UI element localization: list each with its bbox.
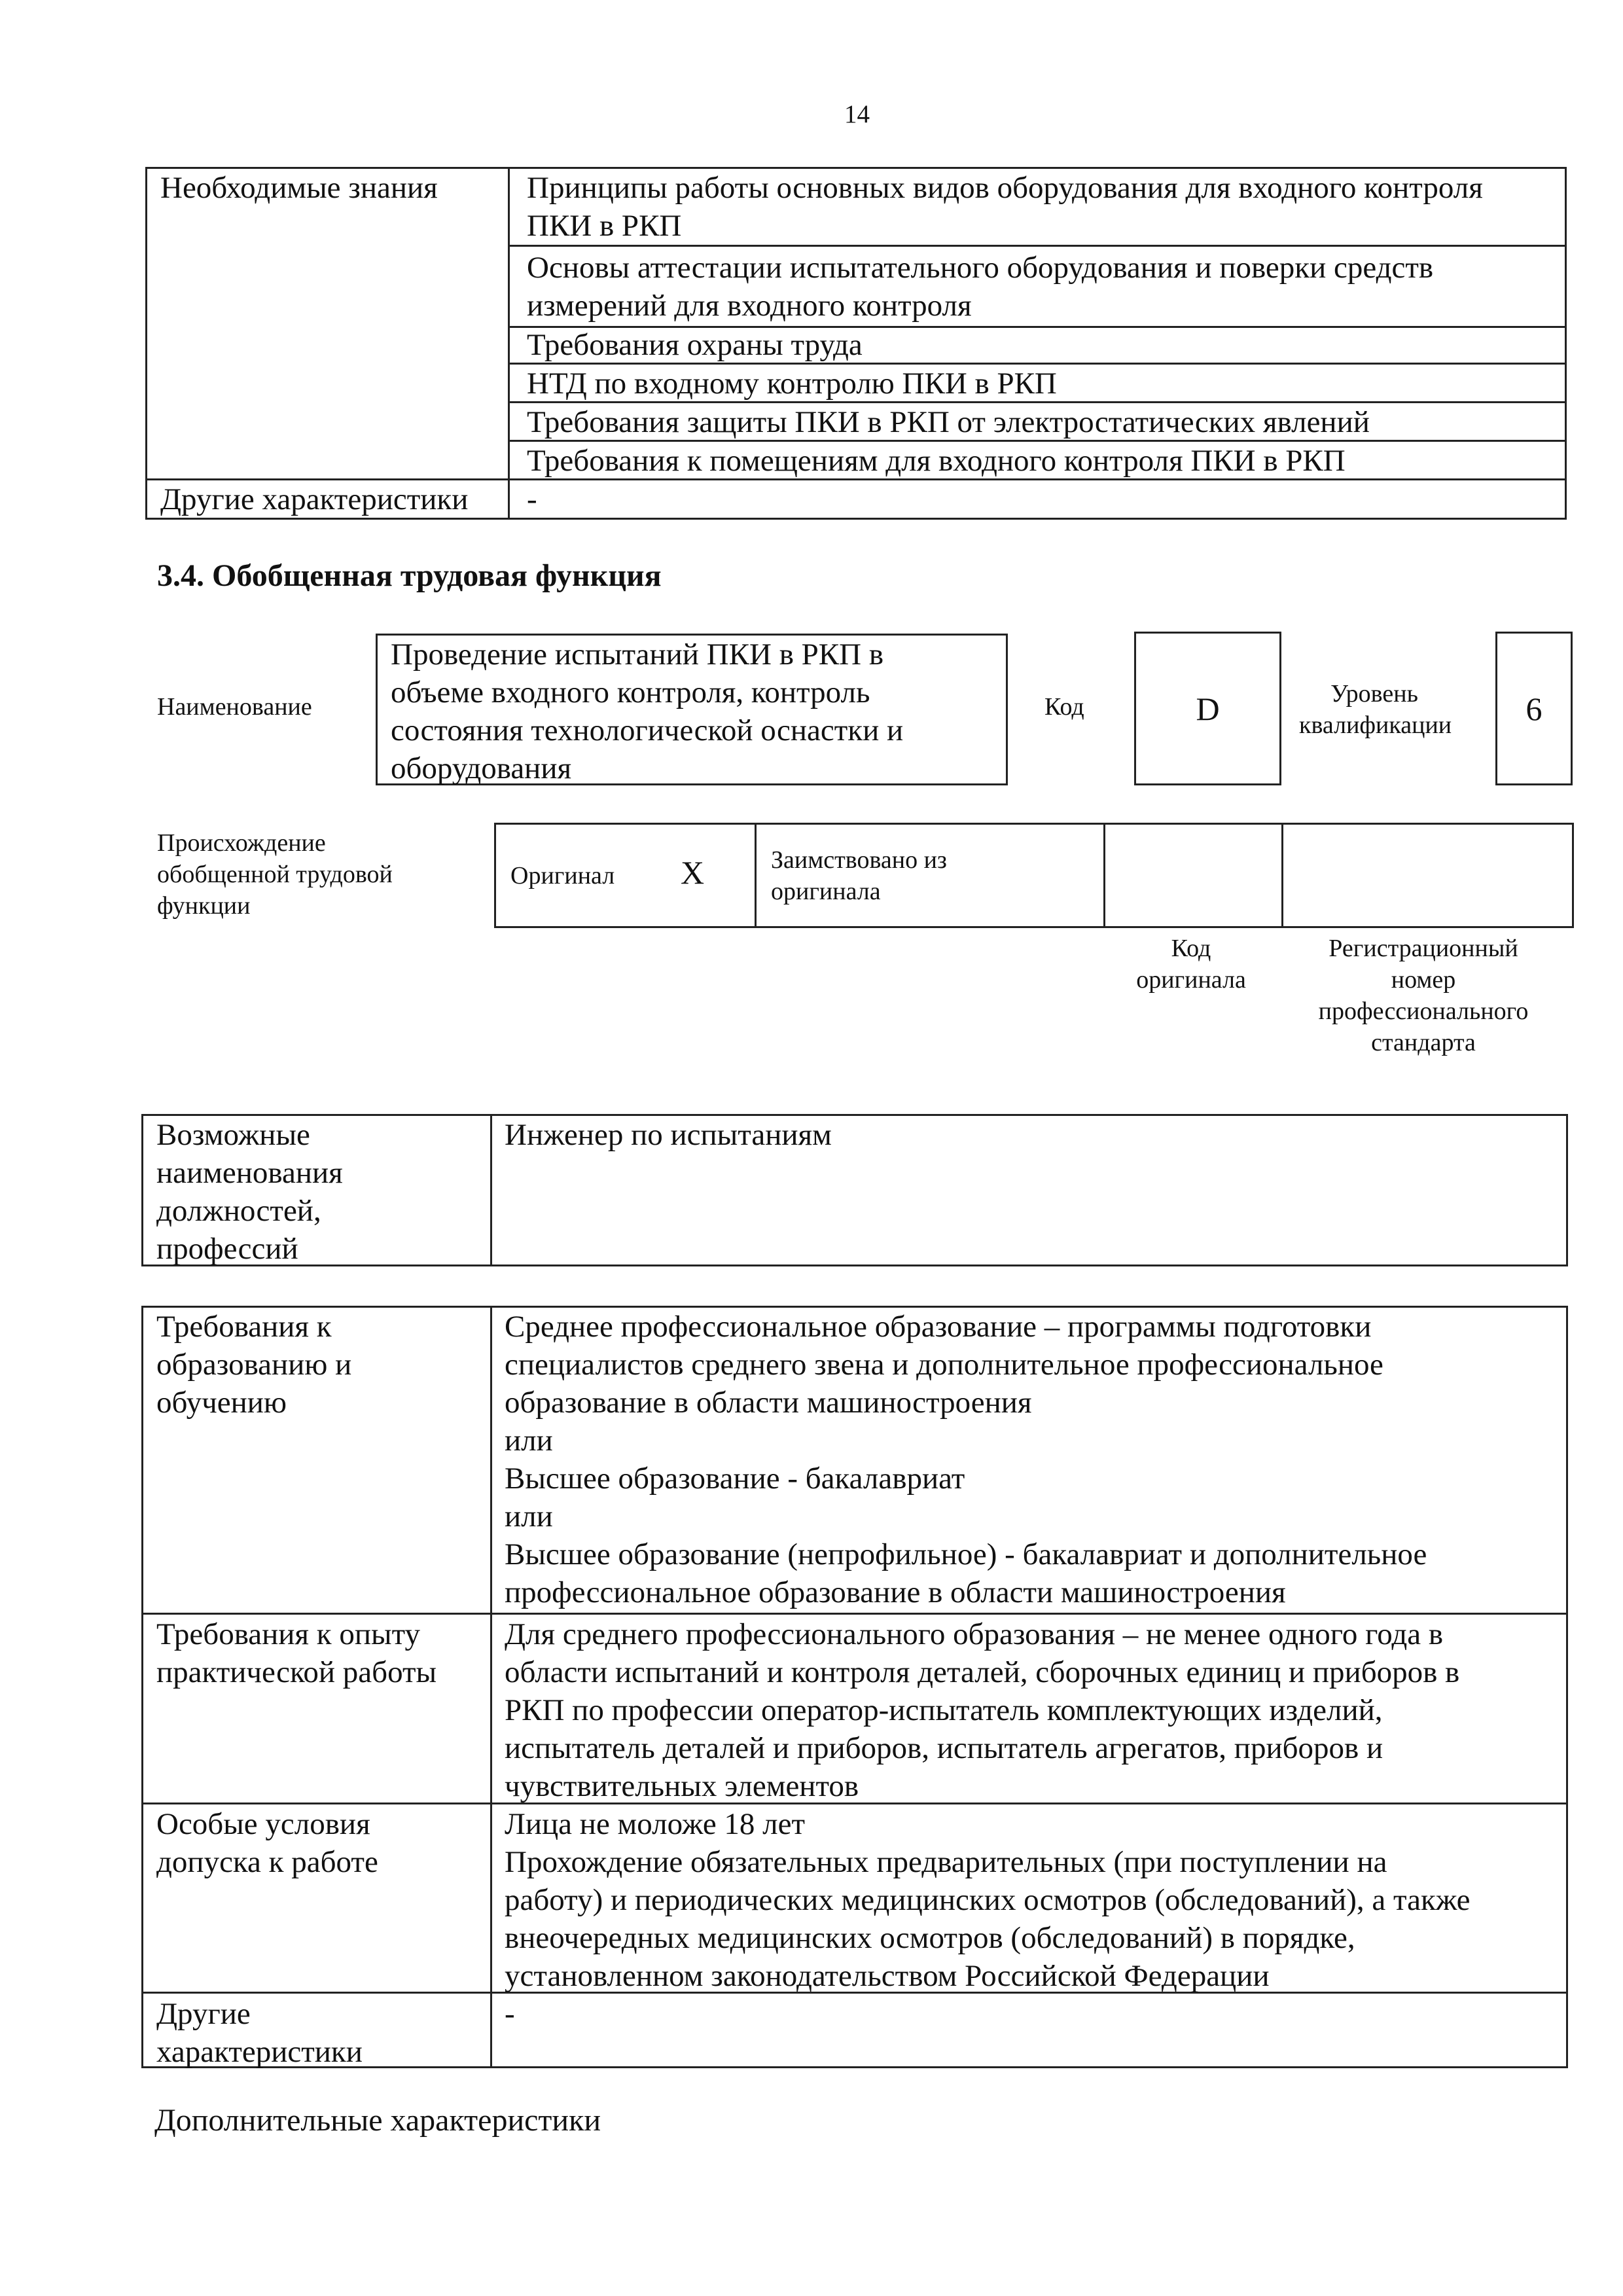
section-heading: 3.4. Обобщенная трудовая функция bbox=[157, 558, 662, 593]
experience-label: Требования к опыту практической работы bbox=[156, 1617, 437, 1689]
code-value: D bbox=[1196, 690, 1220, 727]
other-value: - bbox=[527, 482, 537, 516]
knowledge-item: Требования к помещениям для входного контроля ПКИ в РКП bbox=[527, 444, 1346, 478]
experience-value: Для среднего профессионального образования – не менее одного года в области испытаний и контроля деталей, сборочных единиц и приборов в РКП по профессии оператор-испытатель комплектующих изделий, испытатель деталей и приборов, испытатель агрегатов, приборов и чувствительных элементов bbox=[505, 1617, 1460, 1803]
admission-label: Особые условия допуска к работе bbox=[156, 1807, 378, 1879]
original-code-caption: Код оригинала bbox=[1136, 935, 1246, 994]
level-value: 6 bbox=[1525, 690, 1543, 727]
admission-value: Лица не моложе 18 лет Прохождение обязательных предварительных (при поступлении на работу) и периодических медицинских осмотров (обследований), а также внеочередных медицинских осмотров (обследований) в порядке, установленном законодательством Российской Федерации bbox=[505, 1807, 1471, 1993]
education-value: Среднее профессиональное образование – программы подготовки специалистов среднего звена и дополнительное профессиональное образование в области машиностроения или Высшее образование - бакалавриат или Высшее образование (непрофильное) - бакалавриат и дополнительное профессиональное образование в области машиностроения bbox=[505, 1310, 1427, 1609]
positions-value: Инженер по испытаниям bbox=[505, 1118, 832, 1152]
requirements-table bbox=[141, 1306, 1568, 2068]
original-mark: X bbox=[681, 854, 705, 891]
original-label: Оригинал bbox=[510, 862, 615, 889]
knowledge-table bbox=[145, 167, 1567, 520]
page-number: 14 bbox=[844, 100, 870, 128]
other-characteristics-label: Другие характеристики bbox=[156, 1997, 363, 2069]
level-value-box bbox=[1495, 632, 1573, 785]
origin-table bbox=[494, 823, 1574, 928]
knowledge-item: НТД по входному контролю ПКИ в РКП bbox=[527, 367, 1057, 401]
code-label: Код bbox=[1044, 693, 1084, 721]
borrowed-label: Заимствовано из оригинала bbox=[771, 846, 947, 905]
knowledge-item: Основы аттестации испытательного оборудования и поверки средств измерений для входного контроля bbox=[527, 251, 1434, 323]
registration-caption: Регистрационный номер профессионального стандарта bbox=[1318, 935, 1529, 1056]
level-label: Уровень квалификации bbox=[1299, 680, 1452, 739]
additional-characteristics-heading: Дополнительные характеристики bbox=[154, 2103, 601, 2138]
positions-table bbox=[141, 1114, 1568, 1266]
positions-label: Возможные наименования должностей, профессий bbox=[156, 1118, 343, 1266]
other-characteristics-value: - bbox=[505, 1997, 515, 2031]
knowledge-item: Требования охраны труда bbox=[527, 328, 863, 362]
knowledge-label: Необходимые знания bbox=[160, 171, 438, 205]
other-label: Другие характеристики bbox=[160, 482, 469, 516]
function-name-box: Проведение испытаний ПКИ в РКП в объеме входного контроля, контроль состояния технологической оснастки и оборудования bbox=[376, 634, 1008, 785]
origin-label: Происхождение обобщенной трудовой функции bbox=[157, 829, 393, 920]
knowledge-item: Требования защиты ПКИ в РКП от электростатических явлений bbox=[527, 405, 1370, 439]
name-label: Наименование bbox=[157, 693, 312, 721]
knowledge-item: Принципы работы основных видов оборудования для входного контроля ПКИ в РКП bbox=[527, 171, 1483, 243]
code-value-box bbox=[1134, 632, 1281, 785]
education-label: Требования к образованию и обучению bbox=[156, 1310, 352, 1420]
